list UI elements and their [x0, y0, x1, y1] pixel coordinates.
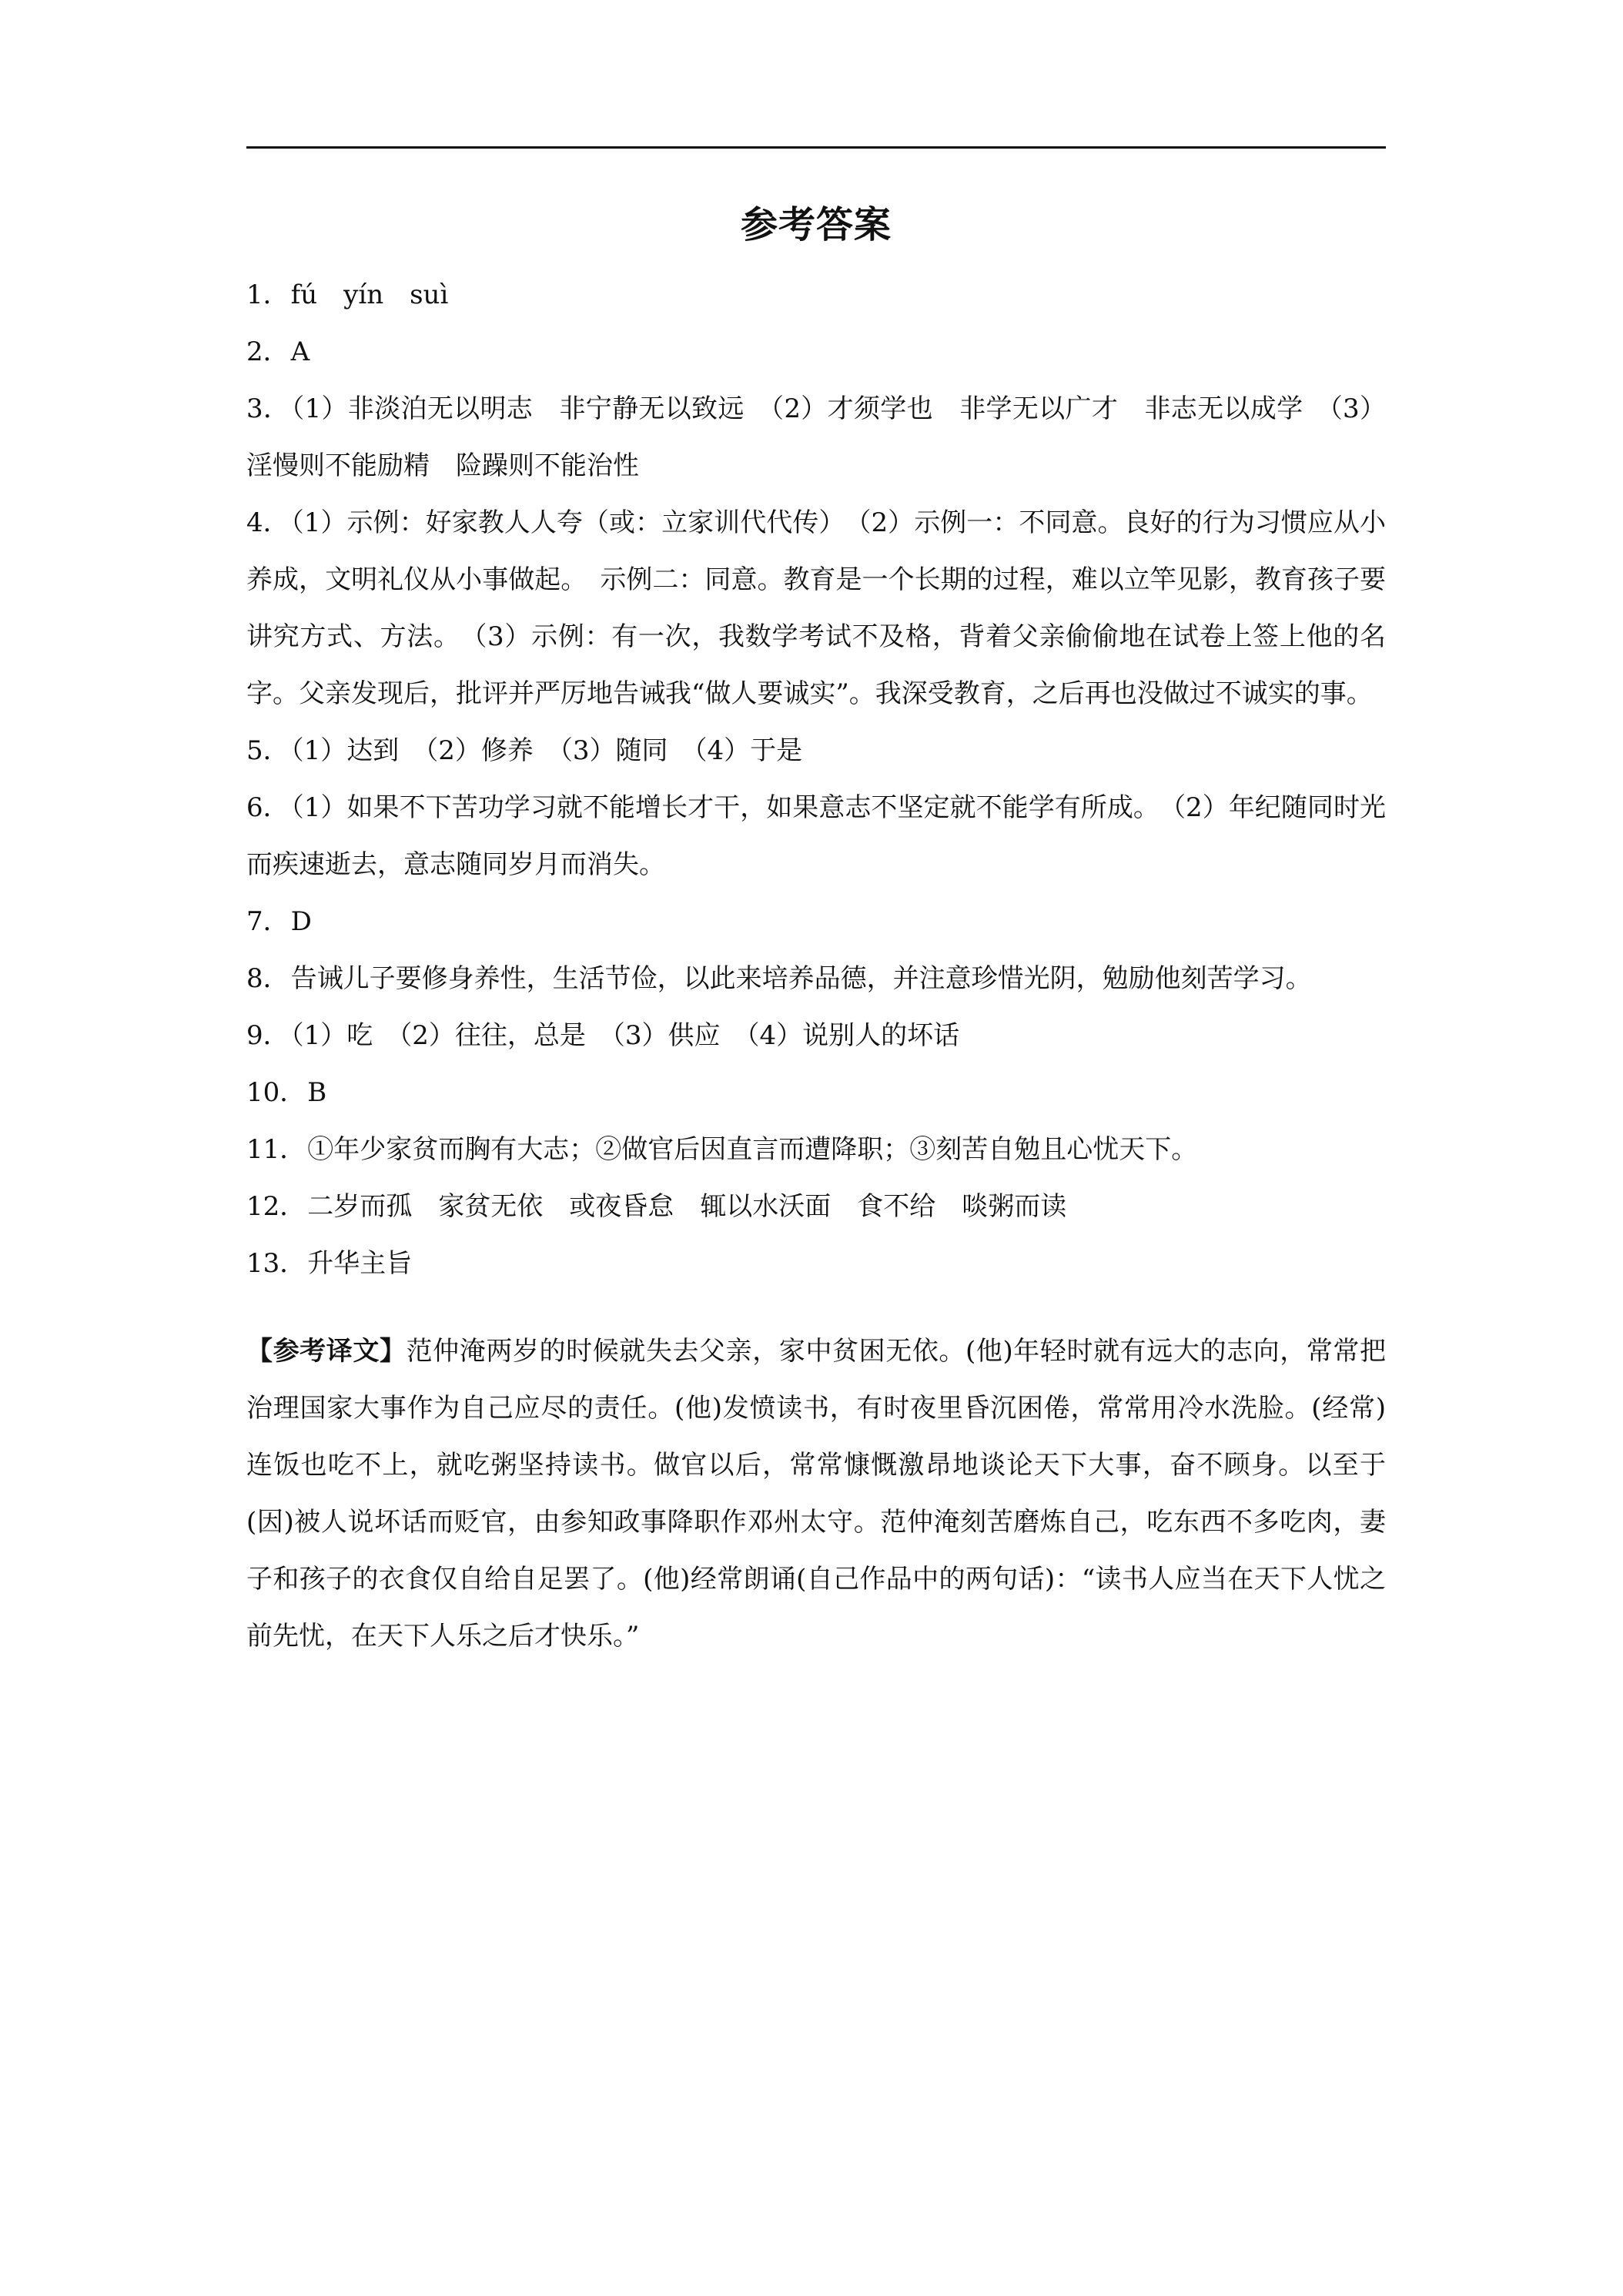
answer-number: 13．: [246, 1248, 306, 1279]
answer-text: （1）吃 （2）往往，总是 （3）供应 （4）说别人的坏话: [290, 1020, 960, 1051]
answer-number: 9．: [246, 1020, 289, 1051]
answer-number: 1．: [246, 279, 289, 310]
answer-list: [246, 266, 1386, 1292]
answer-item: [246, 950, 1386, 1007]
answer-number: 4．: [246, 507, 289, 538]
answer-text: （1）示例：好家教人人夸（或：立家训代代传） （2）示例一：不同意。良好的行为习惯应从小养成，文明礼仪从小事做起。 示例二：同意。教育是一个长期的过程，难以立竿见影，教育孩子要讲究方式、方法。 （3）示例：有一次，我数学考试不及格，背着父亲偷偷地在试卷上签上他的名字。父亲发现后，批评并严厉地告诫我“做人要诚实”。我深受教育，之后再也没做过不诚实的事。: [246, 507, 1386, 709]
answer-number: 2．: [246, 336, 289, 367]
answer-number: 7．: [246, 906, 289, 937]
answer-text: fú yín suì: [290, 279, 449, 310]
page-title: 参考答案: [740, 203, 892, 246]
answer-text: （1）达到 （2）修养 （3）随同 （4）于是: [290, 735, 803, 766]
answer-text: （1）如果不下苦功学习就不能增长才干，如果意志不坚定就不能学有所成。 （2）年纪随同时光而疾速逝去，意志随同岁月而消失。: [246, 792, 1386, 880]
translation-text: 范仲淹两岁的时候就失去父亲，家中贫困无依。(他)年轻时就有远大的志向，常常把治理国家大事作为自己应尽的责任。(他)发愤读书，有时夜里昏沉困倦，常常用冷水洗脸。(经常)连饭也吃不上，就吃粥坚持读书。做官以后，常常慷慨激昂地谈论天下大事，奋不顾身。以至于(因)被人说坏话而贬官，由参知政事降职作邓州太守。范仲淹刻苦磨炼自己，吃东西不多吃肉，妻子和孩子的衣食仅自给自足罢了。(他)经常朗诵(自己作品中的两句话)：“读书人应当在天下人忧之前先忧，在天下人乐之后才快乐。”: [246, 1336, 1387, 1652]
reference-translation: [246, 1323, 1386, 1665]
answer-item: [246, 323, 1386, 380]
answer-text: A: [290, 336, 310, 367]
answer-number: 3．: [246, 393, 290, 424]
answer-number: 6．: [246, 792, 289, 823]
translation-label: 【参考译文】: [246, 1336, 407, 1367]
answer-text: （1）非淡泊无以明志 非宁静无以致远 （2）才须学也 非学无以广才 非志无以成学 （3）淫慢则不能励精 险躁则不能治性: [246, 393, 1386, 481]
answer-text: D: [290, 906, 312, 937]
answer-number: 5．: [246, 735, 289, 766]
answer-text: B: [307, 1077, 327, 1108]
answer-item: [246, 893, 1386, 950]
answer-text: 升华主旨: [307, 1248, 413, 1279]
answer-text: 二岁而孤 家贫无依 或夜昏怠 辄以水沃面 食不给 啖粥而读: [307, 1191, 1067, 1222]
answer-item: [246, 1064, 1386, 1121]
answer-item: [246, 1121, 1386, 1178]
answer-item: [246, 1235, 1386, 1292]
answer-item: [246, 779, 1386, 893]
answer-number: 11．: [246, 1134, 306, 1165]
answer-number: 8．: [246, 963, 289, 994]
answer-item: [246, 266, 1386, 323]
answer-item: [246, 1178, 1386, 1235]
answer-item: [246, 494, 1386, 722]
answer-item: [246, 1007, 1386, 1064]
answer-item: [246, 722, 1386, 779]
answer-text: 告诫儿子要修身养性，生活节俭，以此来培养品德，并注意珍惜光阴，勉励他刻苦学习。: [290, 963, 1312, 994]
answer-item: [246, 380, 1386, 494]
header-rule: [246, 146, 1386, 149]
answer-text: ①年少家贫而胸有大志；②做官后因直言而遭降职；③刻苦自勉且心忧天下。: [307, 1134, 1198, 1165]
answer-number: 10．: [246, 1077, 306, 1108]
answer-number: 12．: [246, 1191, 306, 1222]
